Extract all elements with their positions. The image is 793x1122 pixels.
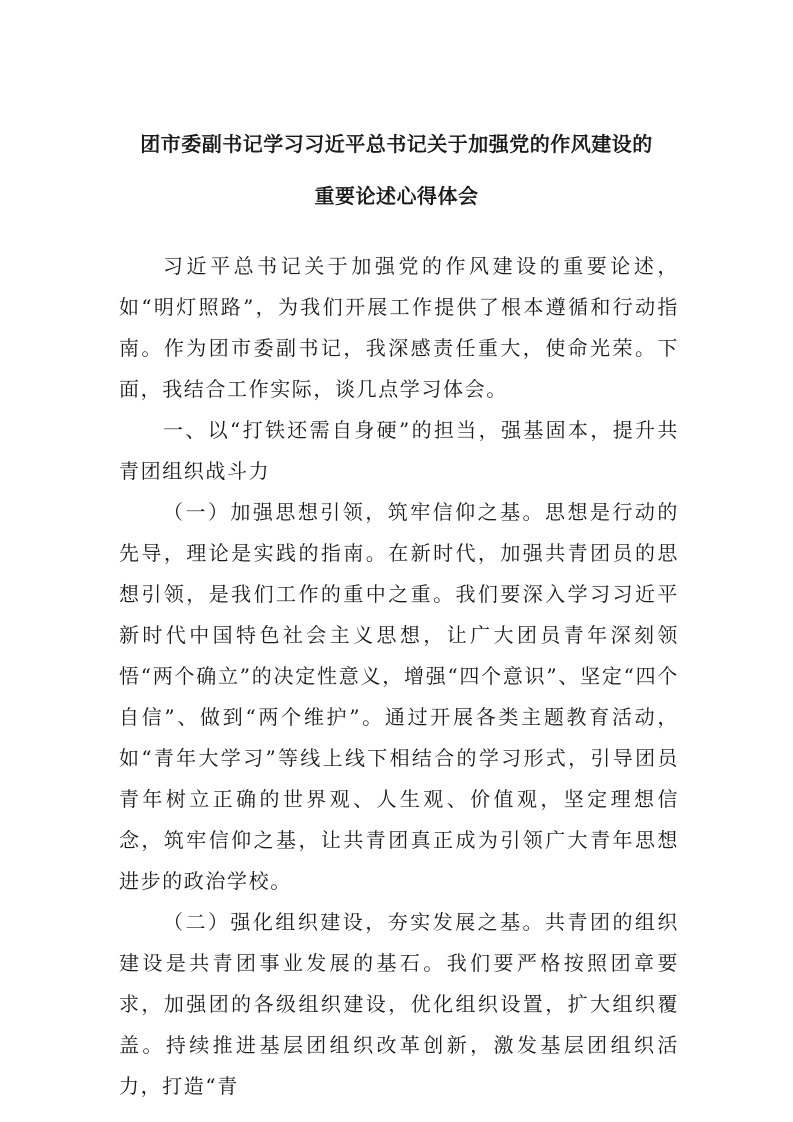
- paragraph-intro: 习近平总书记关于加强党的作风建设的重要论述，如“明灯照路”，为我们开展工作提供了根本遵循和行动指南。作为团市委副书记，我深感责任重大，使命光荣。下面，我结合工作实际，谈几点学习体会。: [119, 254, 679, 401]
- document-title-line-1: 团市委副书记学习习近平总书记关于加强党的作风建设的: [140, 132, 653, 156]
- section-heading-1: 一、以“打铁还需自身硬”的担当，强基固本，提升共青团组织战斗力: [119, 418, 679, 483]
- paragraph-subsection-1: （一）加强思想引领，筑牢信仰之基。思想是行动的先导，理论是实践的指南。在新时代，加强共青团员的思想引领，是我们工作的重中之重。我们要深入学习习近平新时代中国特色社会主义思想，让广大团员青年深刻领悟“两个确立”的决定性意义，增强“四个意识”、坚定“四个自信”、做到“两个维护”。通过开展各类主题教育活动，如“青年大学习”等线上线下相结合的学习形式，引导团员青年树立正确的世界观、人生观、价值观，坚定理想信念，筑牢信仰之基，让共青团真正成为引领广大青年思想进步的政治学校。: [119, 500, 679, 893]
- document-title-line-2: 重要论述心得体会: [314, 184, 479, 208]
- document-body: [119, 246, 679, 1107]
- paragraph-subsection-2: （二）强化组织建设，夯实发展之基。共青团的组织建设是共青团事业发展的基石。我们要严格按照团章要求，加强团的各级组织建设，优化组织设置，扩大组织覆盖。持续推进基层团组织改革创新，激发基层团组织活力，打造“青: [119, 910, 679, 1098]
